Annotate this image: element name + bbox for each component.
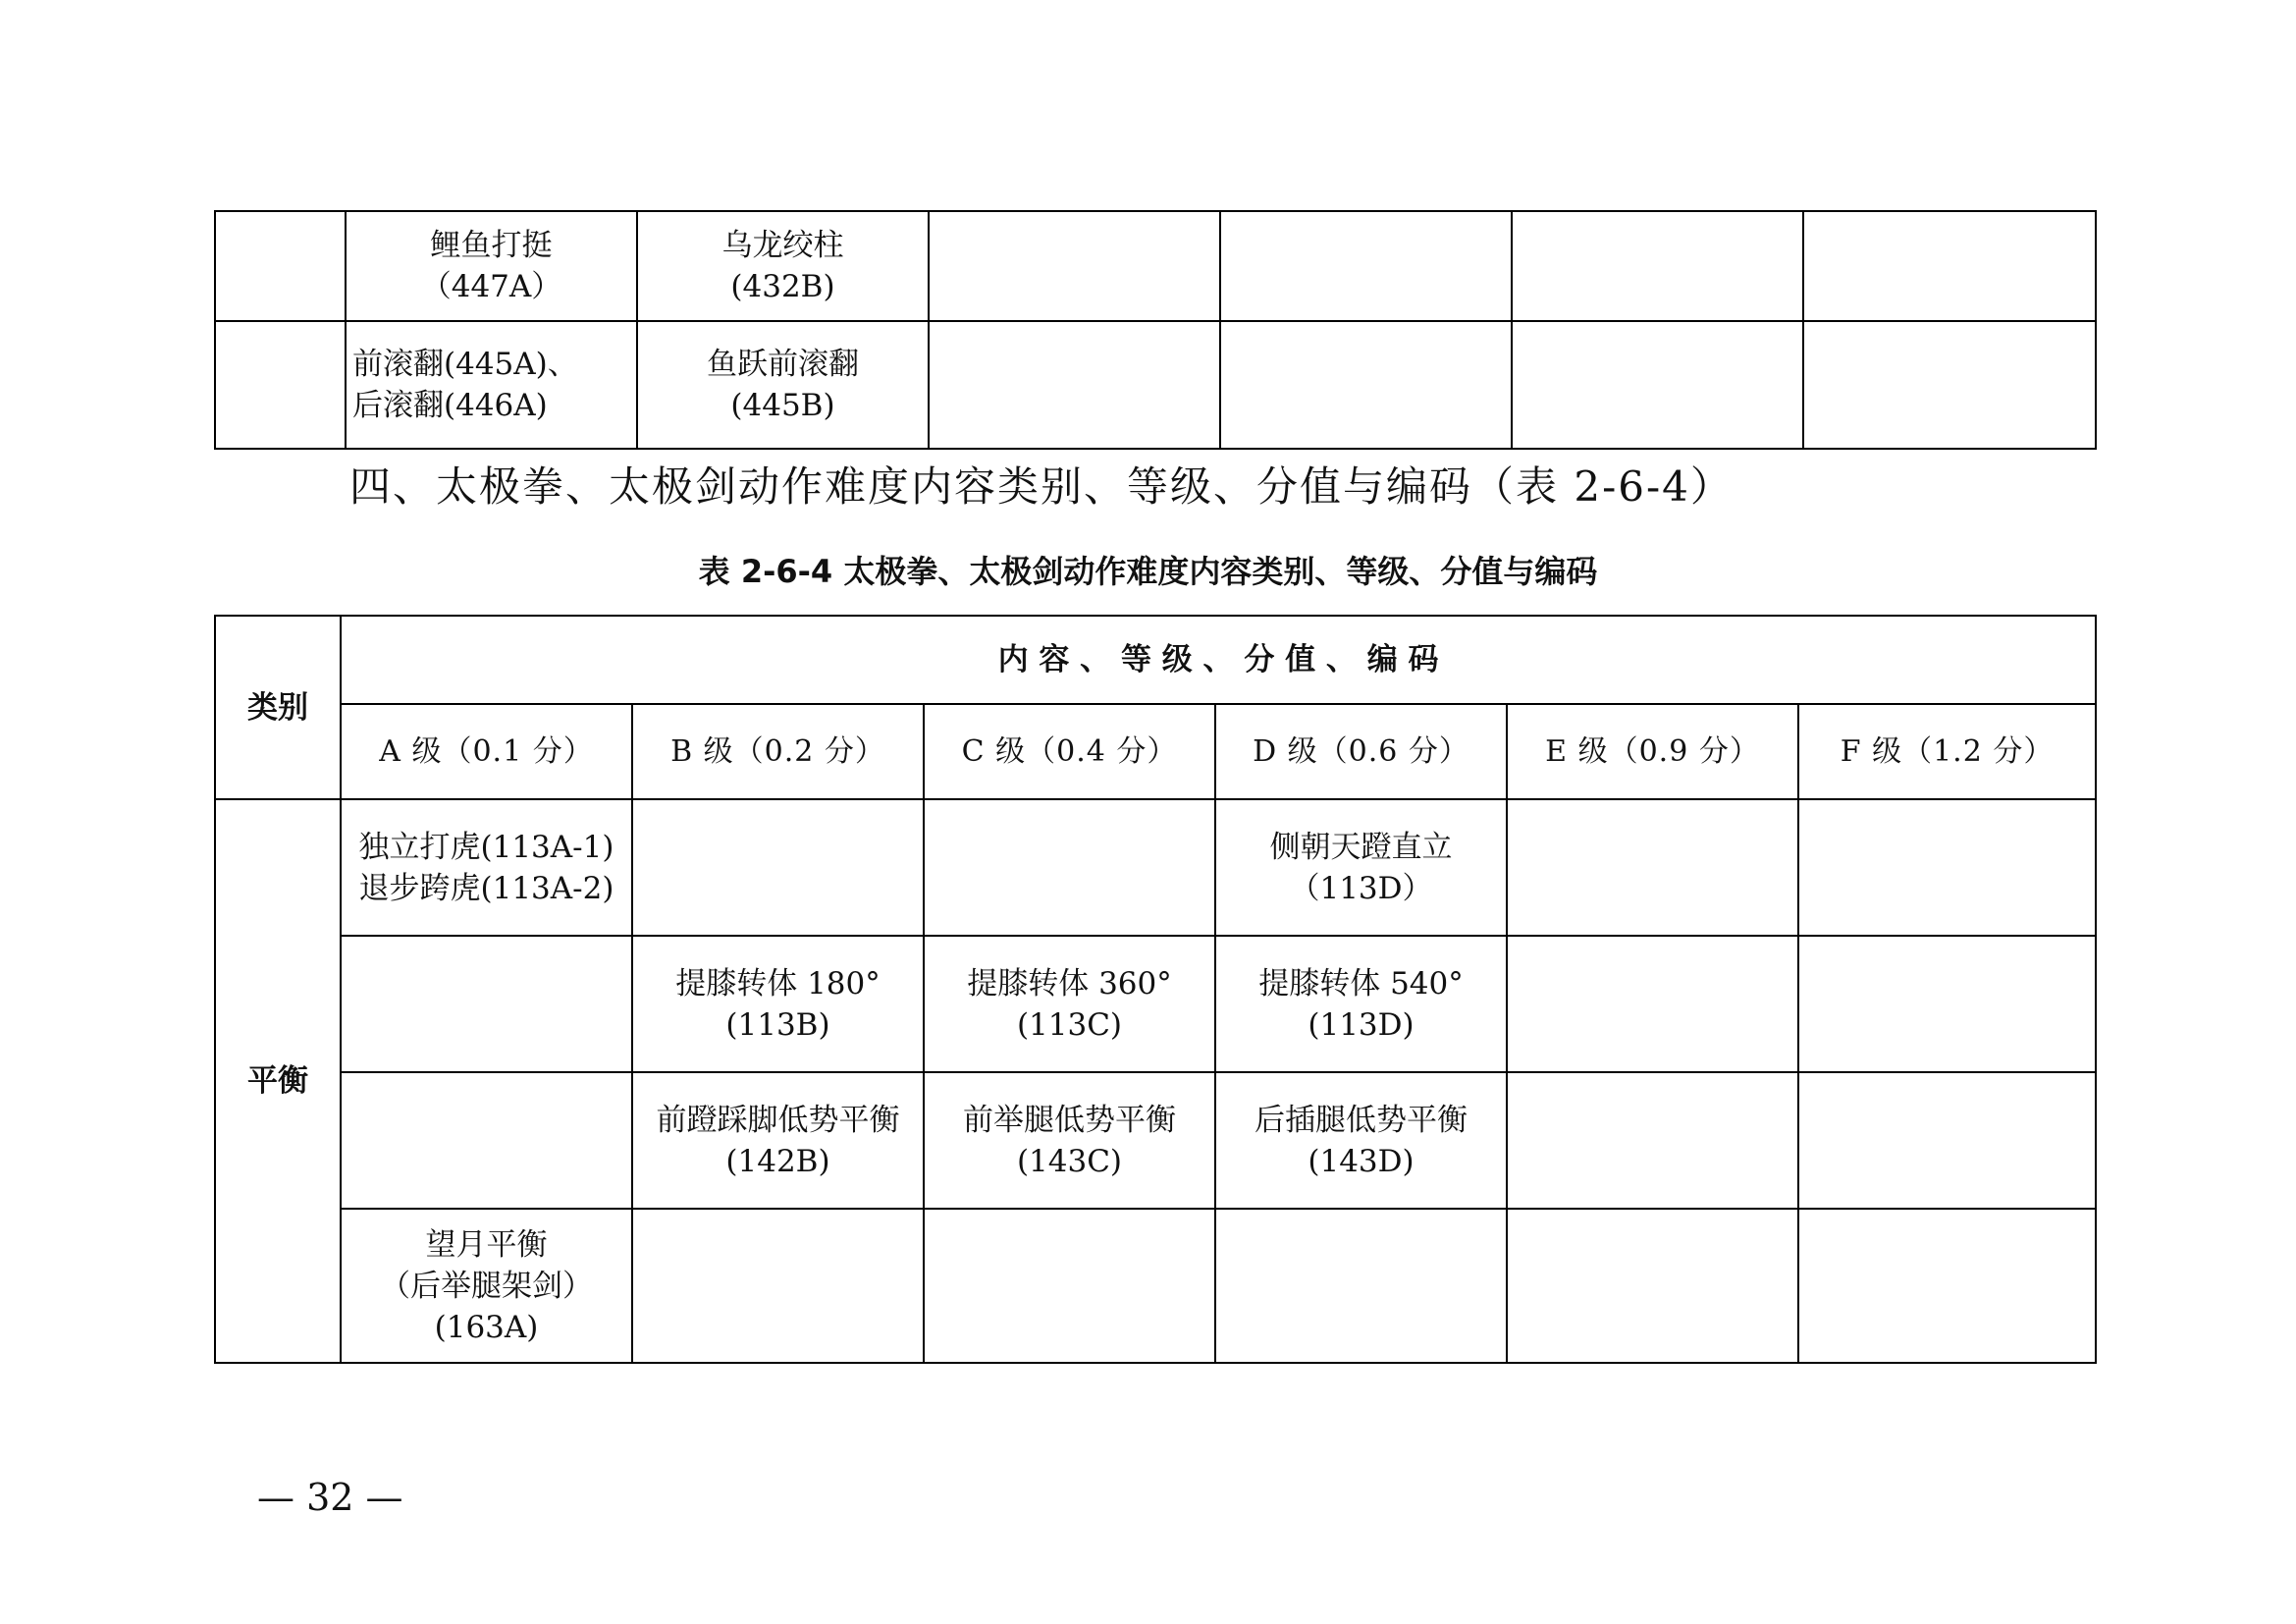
grade-d-cell	[1220, 321, 1512, 449]
grade-c-header: C 级（0.4 分）	[924, 704, 1215, 799]
grade-b-cell	[632, 799, 924, 936]
grade-c-cell	[929, 321, 1220, 449]
grade-f-cell	[1803, 321, 2096, 449]
move-name: 鱼跃前滚翻	[707, 347, 859, 382]
grade-b-cell	[632, 1072, 924, 1209]
grade-a-cell	[341, 1209, 632, 1363]
grade-f-header: F 级（1.2 分）	[1798, 704, 2096, 799]
table-caption: 表 2-6-4 太极拳、太极剑动作难度内容类别、等级、分值与编码	[698, 553, 1598, 590]
grade-e-header: E 级（0.9 分）	[1507, 704, 1798, 799]
grade-d-cell	[1215, 799, 1507, 936]
grade-e-cell	[1507, 936, 1798, 1072]
move-name: 鲤鱼打挺	[430, 228, 553, 263]
move-name: 后插腿低势平衡	[1255, 1102, 1468, 1138]
move-name: （后举腿架剑）	[380, 1268, 593, 1304]
move-code: (143D)	[1308, 1143, 1415, 1179]
grade-d-header: D 级（0.6 分）	[1215, 704, 1507, 799]
move-code: (432B)	[730, 269, 835, 304]
grade-d-cell	[1215, 936, 1507, 1072]
table-row	[215, 936, 2096, 1072]
grade-e-cell	[1507, 1209, 1798, 1363]
move-code: (113B)	[725, 1006, 830, 1043]
page-number: — 32 —	[257, 1476, 403, 1519]
table-row	[215, 321, 2096, 449]
table-row	[215, 211, 2096, 321]
continuation-table	[214, 210, 2097, 450]
move-name: 提膝转体 360°	[967, 965, 1172, 1001]
grade-f-cell	[1798, 799, 2096, 936]
move-name: 后滚翻(446A)	[352, 388, 548, 423]
grade-header-row	[215, 704, 2096, 799]
grade-c-cell	[924, 936, 1215, 1072]
grade-b-cell	[637, 211, 929, 321]
move-code: （447A）	[420, 269, 562, 304]
grade-b-header: B 级（0.2 分）	[632, 704, 924, 799]
move-code: （113D）	[1289, 870, 1433, 906]
move-name: 前蹬踩脚低势平衡	[656, 1102, 900, 1138]
grade-d-cell	[1220, 211, 1512, 321]
move-name: 侧朝天蹬直立	[1269, 829, 1453, 865]
grade-f-cell	[1798, 1072, 2096, 1209]
category-cell	[215, 211, 346, 321]
grade-b-cell	[632, 936, 924, 1072]
grade-b-cell	[637, 321, 929, 449]
move-code: (142B)	[725, 1143, 830, 1179]
category-cell: 平衡	[215, 799, 341, 1363]
grade-f-cell	[1803, 211, 2096, 321]
move-name: 提膝转体 540°	[1258, 965, 1464, 1001]
grade-a-cell	[341, 936, 632, 1072]
grade-c-cell	[924, 799, 1215, 936]
category-cell	[215, 321, 346, 449]
grade-e-cell	[1507, 1072, 1798, 1209]
grade-c-cell	[929, 211, 1220, 321]
category-header: 类别	[215, 616, 341, 799]
grade-e-cell	[1507, 799, 1798, 936]
table-header-row	[215, 616, 2096, 704]
table-row	[215, 799, 2096, 936]
difficulty-table	[214, 615, 2097, 1364]
grade-c-cell	[924, 1072, 1215, 1209]
table-row	[215, 1209, 2096, 1363]
table-row	[215, 1072, 2096, 1209]
grade-e-cell	[1512, 211, 1803, 321]
move-name: 退步跨虎(113A-2)	[358, 870, 614, 906]
grade-d-cell	[1215, 1209, 1507, 1363]
move-name: 前滚翻(445A)、	[352, 347, 578, 382]
move-name: 望月平衡	[425, 1226, 548, 1263]
grade-a-header: A 级（0.1 分）	[341, 704, 632, 799]
move-code: (445B)	[730, 388, 835, 423]
grade-d-cell	[1215, 1072, 1507, 1209]
grade-a-cell	[341, 1072, 632, 1209]
grade-f-cell	[1798, 936, 2096, 1072]
section-heading: 四、太极拳、太极剑动作难度内容类别、等级、分值与编码（表 2-6-4）	[349, 462, 1734, 511]
content-header: 内 容 、 等 级 、 分 值 、 编 码	[341, 616, 2096, 704]
grade-e-cell	[1512, 321, 1803, 449]
move-name: 前举腿低势平衡	[963, 1102, 1176, 1138]
grade-b-cell	[632, 1209, 924, 1363]
move-code: (113D)	[1308, 1006, 1415, 1043]
move-code: (143C)	[1016, 1143, 1123, 1179]
grade-a-cell	[346, 211, 637, 321]
move-name: 乌龙绞柱	[721, 228, 844, 263]
move-name: 提膝转体 180°	[675, 965, 881, 1001]
move-code: (113C)	[1016, 1006, 1123, 1043]
grade-a-cell	[341, 799, 632, 936]
grade-f-cell	[1798, 1209, 2096, 1363]
grade-a-cell	[346, 321, 637, 449]
grade-c-cell	[924, 1209, 1215, 1363]
move-name: 独立打虎(113A-1)	[358, 829, 614, 865]
move-code: (163A)	[434, 1309, 539, 1345]
